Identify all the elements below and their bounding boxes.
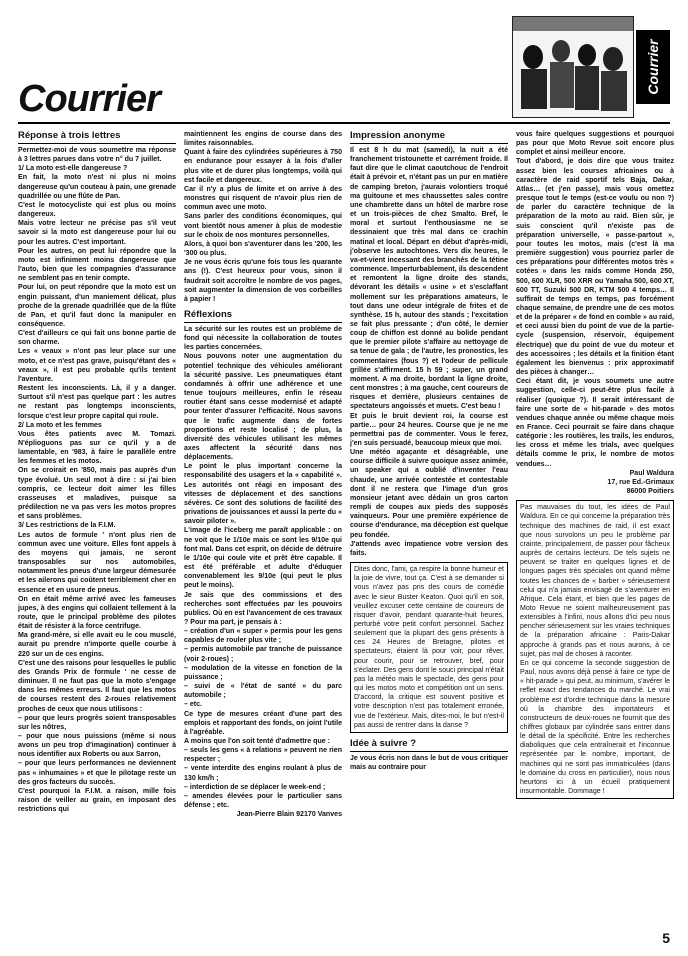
paragraph: Ce type de mesures créant d'une part des emplois et rapportant des fonds, on joint l'utile à l'agréable. bbox=[184, 710, 342, 736]
paragraph: – interdiction de se déplacer le week-end ; bbox=[184, 783, 326, 791]
signature: Jean-Pierre Blain 92170 Vanves bbox=[236, 811, 342, 819]
page-number: 5 bbox=[662, 930, 670, 946]
paragraph: – amendes élevées pour le particulier sans défense ; etc. bbox=[184, 792, 342, 810]
section-tab-label: Courrier bbox=[645, 39, 661, 95]
paragraph: En fait, la moto n'est ni plus ni moins dangereuse qu'un couteau à pain, une grenade quadrillée ou une flûte de Pan. bbox=[18, 174, 176, 200]
editor-reply-box bbox=[350, 562, 508, 733]
editor-reply: Pas mauvaises du tout, les idées de Paul Waldura. En ce qui concerne la préparation très technique des machines de raid, il est exact que nous survolons un peu le problème par crainte, principalement, de passer pour fâcheux auprès de certains lecteurs. De tels sujets ne peuvent se traiter en quelques lignes et de longues pages très spéciales ont quand même toutes les chances de « barber » sérieusement celui qui n'a jamais envisagé de s'aventurer en Afrique. Cela étant, et bien que les pages de Moto Revue ne soient malheureusement pas extensibles à l'infini, nous allons d'ici peu nous pencher sérieusement sur les vraies techniques de la préparation africaine : Paris-Dakar approche à grands pas et nous aurons, à ce sujet, pas mal de choses à raconter. bbox=[520, 504, 670, 658]
paragraph: Et puis le bruit devient roi, la course est partie… pour 24 heures. Course que je ne me permettrai pas de commenter. Vous le ferez, j'en suis persuadé, beaucoup mieux que moi. bbox=[350, 412, 508, 447]
paragraph: Sans parler des conditions économiques, qui vont bientôt nous amener à plus de modestie sur le choix de nos montures personnelles. bbox=[184, 213, 342, 239]
readers-photo-illustration bbox=[513, 17, 633, 117]
signature-city: 86000 Poitiers bbox=[626, 488, 674, 496]
paragraph: J'attends avec impatience votre version des faits. bbox=[350, 540, 508, 557]
paragraph: Nous pouvons noter une augmentation du potentiel technique des véhicules améliorant la sécurité passive. Les pneumatiques étant condamnés à offrir une adhérence et une tenue toujours meilleures, enfin le réseau routier étant sans cesse modernisé et adapté pour tenter d'assurer l'efficacité. Nous savons que le trafic augmente dans de fortes proportions et reste localisé ; de plus, la diversité des véhicules utilisant les mêmes axes affectent la sécurité dans nos déplacements. bbox=[184, 353, 342, 462]
paragraph: Restent les inconscients. Là, il y a danger. Surtout s'il n'est pas quelque part : les autres ne restant pas longtemps inconscients, lorsque c'est leur propre capital qui roule. bbox=[18, 385, 176, 420]
paragraph: C'est une des raisons pour lesquelles le public des Grands Prix de formule ' ne cesse de diminuer. Il ne faut pas que la moto s'engage dans les mêmes erreurs. Il faut que les motos de courses restent des 2-roues relativement proches de ceux que nous utilisons : bbox=[18, 659, 176, 713]
paragraph: Quant à faire des cylindrées supérieures à 750 en endurance pour essayer à la fois d'aller plus vite et de durer plus longtemps, voilà qui est facile et dangereux. bbox=[184, 149, 342, 184]
title-rule bbox=[18, 122, 670, 124]
column-3 bbox=[350, 130, 508, 772]
paragraph: – pour que leurs progrès soient transposables sur les nôtres, bbox=[18, 714, 176, 731]
paragraph: Les « veaux » n'ont pas leur place sur une moto, et ce n'est pas grave, puisqu'étant des « veaux », il est peu probable qu'ils tentent l'aventure. bbox=[18, 348, 176, 383]
paragraph: maintiennent les engins de course dans des limites raisonnables. bbox=[184, 131, 342, 148]
paragraph: – pour que leurs performances ne deviennent pas « inhumaines » et que le pilotage reste un des gros facteurs du succès. bbox=[18, 760, 176, 786]
editor-reply-box bbox=[516, 500, 674, 799]
paragraph: Vous êtes patients avec M. Tomazi. N'éplioguons pas sur ce qu'il y a de lamentable, en '983, à faire le parallèle entre les femmes et les motos. bbox=[18, 430, 176, 466]
paragraph: On en était même arrivé avec les fameuses jupes, à des engins qui collaient tellement à la route, que le principal problème des pilotes était de résister à la force centrifuge. bbox=[18, 595, 176, 631]
signature-name: Paul Waldura bbox=[629, 469, 674, 477]
paragraph: – pour que nous puissions (même si nous avons un peu trop d'imagination) continuer à nous identifier aux Roberts ou aux Sarron, bbox=[18, 733, 176, 759]
paragraph: Il est 8 h du mat (samedi), la nuit a été franchement tristounette et carrément froide. Il faut dire que le climat caoutchouc de l'endroit était à prévoir et, n'étant pas un pur en matière de camping breton, j'aurais volontiers troqué ma guitoune et mes chaussettes sales contre une chambrette dans un hôtel de marbre rose et un trois-pièces de chez Smalto. Bref, le moral et surtout l'enthousiasme ne se dessinaient que très mal dans ce crachin matinal et local. Départ en début d'après-midi, j'observe les autochtones. Vers dix heures, le va-et-vient incessant des branchés de la tétine commence. Imperturbablement, ils descendent et remontent la ligne droite des stands, dévorant les détails « usine » et s'esclaffant mollement sur les préparations amateurs, le tout dans une odeur intégrale de frites et de synthèse. 15 h, autour des stands ; l'excitation se fait plus pressante ; d'un côté, le dernier coup de chiffon est donné au bolide pendant que le premier pilote s'affaire au nettoyage de sa tenue de gala ; de l'autre, les pronostics, les commentaires (fous ?) et l'odeur de pellicule grillée s'affirment. 15 h 59 ; super, un grand moment. A ma droite, bordant la ligne droite, cent monstres ; à ma gauche, cent coureurs de risques et derrière, plusieurs centaines de spectateurs angoissés et muets. C'est beau ! bbox=[350, 147, 508, 411]
paragraph: Je sais que des commissions et des recherches sont effectuées par les pouvoirs publics. Où en est l'avancement de ces travaux ? Pour ma part, je pensais à : bbox=[184, 591, 342, 626]
heading-impression: Impression anonyme bbox=[350, 130, 508, 144]
paragraph: Permettez-moi de vous soumettre ma réponse à 3 lettres parues dans votre n° du 7 juillet. bbox=[18, 147, 176, 164]
paragraph: C'est d'ailleurs ce qui fait uns bonne partie de son charme. bbox=[18, 330, 176, 347]
subheading: 3/ Les restrictions de la F.I.M. bbox=[18, 522, 116, 530]
paragraph: C'est pourquoi la F.I.M. a raison, mille fois raison de veiller au grain, en imposant des restrictions qui bbox=[18, 787, 176, 814]
column-1 bbox=[18, 130, 176, 814]
paragraph: – création d'un « super » permis pour les gens capables de rouler plus vite ; bbox=[184, 628, 342, 645]
paragraph: Car il n'y a plus de limite et on arrive à des monstres qui risquent de n'avoir plus rien de commun avec une moto. bbox=[184, 185, 342, 212]
paragraph: Le point le plus important concerne la responsabilité des usagers et la « capabilité ». Les autorités ont réagi en imposant des vitesses de déplacement et des sanctions sévères. Ce sont des solutions de facilité des privations de jouissances et aussi la perte du « savoir piloter ». bbox=[184, 463, 342, 526]
paragraph: C'est le motocycliste qui est plus ou moins dangereux. bbox=[18, 201, 176, 219]
paragraph: Une météo agaçante et désagréable, une course difficile à suivre quoique assez animée, un speaker qui a oublié d'inventer l'eau chaude, une arrivée contestée et contestable dont il ne restera que l'image d'un gros monsieur jetant avec dédain un gros carton rempli de coupes aux pieds des supposés vainqueurs. Pour une première expérience de course d'endurance, ma déception est quelque peu fondée. bbox=[350, 449, 508, 539]
paragraph: Alors, à quoi bon s'aventurer dans les '200, les '300 ou plus. bbox=[184, 240, 342, 258]
page-header bbox=[0, 0, 688, 128]
column-4 bbox=[516, 130, 674, 799]
paragraph: Mais votre lecteur ne précise pas s'il veut savoir si la moto est dangereuse pour lui ou pour les autres. C'est important. bbox=[18, 220, 176, 246]
heading-reponse: Réponse à trois lettres bbox=[18, 130, 176, 144]
readers-photo bbox=[512, 16, 634, 118]
subheading: 1/ La moto est-elle dangereuse ? bbox=[18, 165, 128, 173]
paragraph: A moins que l'on soit tenté d'admettre que : bbox=[184, 738, 330, 745]
paragraph: – etc. bbox=[184, 701, 203, 709]
paragraph: – suivi de « l'état de santé » du parc automobile ; bbox=[184, 683, 342, 700]
paragraph: Ma grand-mère, si elle avait eu le cou musclé, aurait pu prendre n'importe quelle courbe à 220 sur un de ces engins. bbox=[18, 632, 176, 658]
editor-reply: En ce qui concerne la seconde suggestion de Paul, nous avons déjà pensé à faire ce type de « hit-parade » qui peut, au minimum, s'avérer le reflet exact des tendances du marché. Le vrai problème est d'ordre technique dans la mesure où la chambre des importateurs et constructeurs de deux-roues ne fournit que des chiffres globaux par cylindrée sans entrer dans le détail de la spécificité. Entre les recherches diaboliques que cela entraînerait et l'inconnue représentée par le nombre, important, de machines qui ne sont pas immatriculées (dans le domaine du cross en particulier), nous nous heurtons ici à un écueil pratiquement insurmontable. Dommage ! bbox=[520, 659, 670, 796]
paragraph: – vente interdite des engins roulant à plus de 130 km/h ; bbox=[184, 765, 342, 782]
column-2 bbox=[184, 130, 342, 819]
paragraph: Pour lui, on peut répondre que la moto est un engin puissant, d'un maniement délicat, plus proche de la grenade quadrillée que de la flûte de Pan, et qu'il faut donc la manipuler en conséquence. bbox=[18, 284, 176, 328]
heading-reflexions: Réflexions bbox=[184, 309, 342, 323]
editor-reply: Dites donc, l'ami, ça respire la bonne humeur et la joie de vivre, tout ça. C'est à se demander si vous n'avez pas pris des cours de comédie avec le sieur Buster Keaton. Quoi qu'il en soit, veuillez excuser cette centaine de coureurs de risquer d'avoir, pendant quarante-huit heures, perturbé votre petit confort personnel. Sachez seulement que la plupart des gens présents à ces 24 Heures de Bretagne, pilotes et spectateurs, étaient là pour voir, pour rêver, pour courir, pour se retrouver, bref, pour s'éclater. Des gens dont le souci principal n'était pas la météo mais le spectacle, des gens pour qui les motos moto et compétition ont un sens. D'accord, la critique est souvent positive et votre description n'est pas totalement erronée, vue de l'extérieur. Mais, dites-moi, le but n'est-il pas aussi de rentrer dans la danse ? bbox=[354, 566, 504, 729]
paragraph: L'image de l'iceberg me paraît applicable : on ne voit que le 1/10e mais ce sont les 9/10e qui font mal. Dans cet esprit, on décide de détruire le 1/10e qui coule vite et prêt être capable. Il est été préférable et adulte d'éduquer convenablement les 9/10e (qui peut le plus peut le moins). bbox=[184, 527, 342, 590]
paragraph: vous faire quelques suggestions et pourquoi pas pour que Moto Revue soit encore plus complet et ainsi meilleur encore. bbox=[516, 131, 674, 157]
subheading: 2/ La moto et les femmes bbox=[18, 421, 102, 429]
page-title: Courrier bbox=[18, 78, 160, 120]
paragraph: Ceci étant dit, je vous soumets une autre suggestion, celle-ci peut-être plus facile à réaliser (quoique ?). Il serait intéressant de faire une sorte de « hit-parade » des motos vendues chaque année ou même chaque mois en France. Ceci pourrait se faire dans chaque catégorie : les routières, les trails, les enduros, les cross et même les trials, avec quelques détails comme le prix, le nombre de motos vendues… bbox=[516, 378, 674, 468]
paragraph: – permis automobile par tranche de puissance (voir 2-roues) ; bbox=[184, 646, 342, 663]
paragraph: Tout d'abord, je dois dire que vous traitez assez bien les courses africaines ou à caractère de raid sportif tels Baja, Dakar, Atlas… (et j'en passe), mais vous omettez presque tout le temps (est-ce voulu ou non ?) de parler du caractère technique de la préparation de la moto au raid. Bien sûr, je suis conscient qu'il n'existe pas de préparation universelle, « passe-partout », pour toutes les motos, mais (c'est là ma première suggestion) vous pourriez parler de ces préparations pour différentes motos très « cotées » dans les raids comme Honda 250, 500, 600 XLR, 500 XRR ou Yamaha 500, 600 XT, 600 TT, Suzuki 500 DR, KTM 500 4 temps… Il suffirait de temps en temps, pas forcément chaque semaine, de prendre une de ces motos et de la préparer « de fond en comble » au raid, et ceci aussi bien du point de vue de la partie-cycle (suspension, réservoir, équipement électrique) que du point de vue du moteur et des accessoires ; les détails et la finition étant également les bienvenus : prix approximatif des pièces à changer… bbox=[516, 158, 674, 377]
paragraph: Je vous écris non dans le but de vous critiquer mais au contraire pour bbox=[350, 754, 508, 771]
section-tab bbox=[636, 30, 670, 104]
paragraph: On se croirait en '850, mais pas auprès d'un type évolué. Un seul mot à dire : si j'ai bien compris, ce lecteur doit aimer les filles crasseuses et maladives, puisque sa prédilection ne va pas vers les motos propres et sans problèmes. bbox=[18, 467, 176, 521]
paragraph: – seuls les gens « à relations » peuvent ne rien respecter ; bbox=[184, 747, 342, 764]
paragraph: – modulation de la vitesse en fonction de la puissance ; bbox=[184, 664, 342, 681]
paragraph: Pour les autres, on peut lui répondre que la moto est infiniment moins dangereuse que l'auto, bien que les compagnies d'assurance ne semblent pas en tenir compte. bbox=[18, 247, 176, 283]
signature-address: 17, rue Ed.-Grimaux bbox=[607, 478, 674, 486]
paragraph: Les autos de formule ' n'ont plus rien de commun avec une voiture. Elles font appels à des moyens qui jamais, ne seront transposables sur nos automobiles, notamment les pneus d'une largeur démesurée et les ailerons qui coûtent terriblement cher en essence et en usure de pneus. bbox=[18, 531, 176, 594]
paragraph: La sécurité sur les routes est un problème de fond qui nécessite la collaboration de toutes les parties concernées. bbox=[184, 325, 342, 352]
paragraph: Je ne vous écris qu'une fois tous les quarante ans (!). C'est heureux pour vous, sinon il faudrait soit accroître le nombre de vos pages, soit augmenter la dimension de vos corbeilles à papier ! bbox=[184, 259, 342, 303]
heading-idee: Idée à suivre ? bbox=[350, 738, 508, 752]
